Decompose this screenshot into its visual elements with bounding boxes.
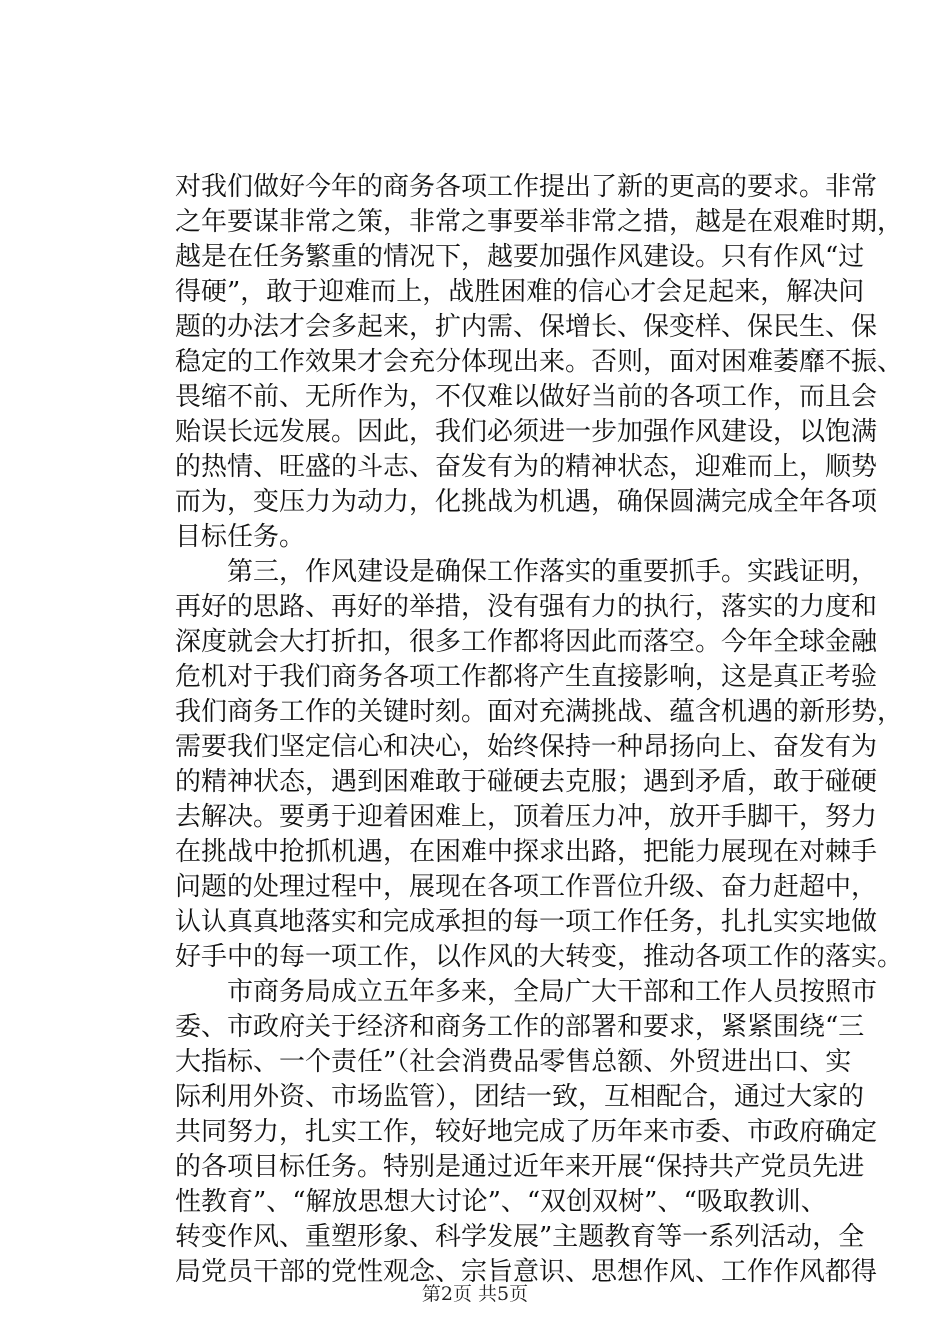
text-line: 目标任务。 [175,522,306,552]
text-line: 题的办法才会多起来，扩内需、保增长、保变样、保民生、保 [175,312,878,342]
text-line: 共同努力，扎实工作，较好地完成了历年来市委、市政府确定 [175,1117,878,1147]
text-line: 问题的处理过程中，展现在各项工作晋位升级、奋力赶超中， [175,872,878,902]
text-line: 而为，变压力为动力，化挑战为机遇，确保圆满完成全年各项 [175,487,878,517]
text-line: 转变作风、重塑形象、科学发展”主题教育等一系列活动，全 [175,1222,865,1252]
paragraph-3 [175,975,878,1290]
text-line: 去解决。要勇于迎着困难上，顶着压力冲，放开手脚干，努力 [175,802,878,832]
paragraph-2 [175,555,904,975]
text-line: 的精神状态，遇到困难敢于碰硬去克服；遇到矛盾，敢于碰硬 [175,767,878,797]
text-line: 需要我们坚定信心和决心，始终保持一种昂扬向上、奋发有为 [175,732,878,762]
text-line: 畏缩不前、无所作为，不仅难以做好当前的各项工作，而且会 [175,382,878,412]
paragraph-1 [175,170,904,555]
text-line: 际利用外资、市场监管），团结一致，互相配合，通过大家的 [175,1082,865,1112]
text-line: 对我们做好今年的商务各项工作提出了新的更高的要求。非常 [175,172,878,202]
text-line: 认认真真地落实和完成承担的每一项工作任务，扎扎实实地做 [175,907,878,937]
text-line: 越是在任务繁重的情况下，越要加强作风建设。只有作风“过 [175,242,865,272]
text-line: 的热情、旺盛的斗志、奋发有为的精神状态，迎难而上，顺势 [175,452,878,482]
text-line: 我们商务工作的关键时刻。面对充满挑战、蕴含机遇的新形势， [175,697,904,727]
text-line: 危机对于我们商务各项工作都将产生直接影响，这是真正考验 [175,662,878,692]
text-line: 稳定的工作效果才会充分体现出来。否则，面对困难萎靡不振、 [175,347,904,377]
text-line: 局党员干部的党性观念、宗旨意识、思想作风、工作作风都得 [175,1257,878,1287]
text-line: 深度就会大打折扣，很多工作都将因此而落空。今年全球金融 [175,627,878,657]
text-line: 得硬”，敢于迎难而上，战胜困难的信心才会足起来，解决问 [175,277,865,307]
text-line: 第三，作风建设是确保工作落实的重要抓手。实践证明， [175,557,878,587]
page-number-footer: 第2页 共5页 [421,1283,529,1305]
text-line: 性教育”、“解放思想大讨论”、“双创双树”、“吸取教训、 [175,1187,827,1217]
text-line: 的各项目标任务。特别是通过近年来开展“保持共产党员先进 [175,1152,865,1182]
text-line: 贻误长远发展。因此，我们必须进一步加强作风建设，以饱满 [175,417,878,447]
text-line: 之年要谋非常之策，非常之事要举非常之措，越是在艰难时期， [175,207,904,237]
text-line: 在挑战中抢抓机遇，在困难中探求出路，把能力展现在对棘手 [175,837,878,867]
text-line: 好手中的每一项工作，以作风的大转变，推动各项工作的落实。 [175,942,904,972]
text-line: 委、市政府关于经济和商务工作的部署和要求，紧紧围绕“三 [175,1012,865,1042]
text-line: 大指标、一个责任”（社会消费品零售总额、外贸进出口、实 [175,1047,852,1077]
text-line: 市商务局成立五年多来，全局广大干部和工作人员按照市 [175,977,878,1007]
text-line: 再好的思路、再好的举措，没有强有力的执行，落实的力度和 [175,592,878,622]
